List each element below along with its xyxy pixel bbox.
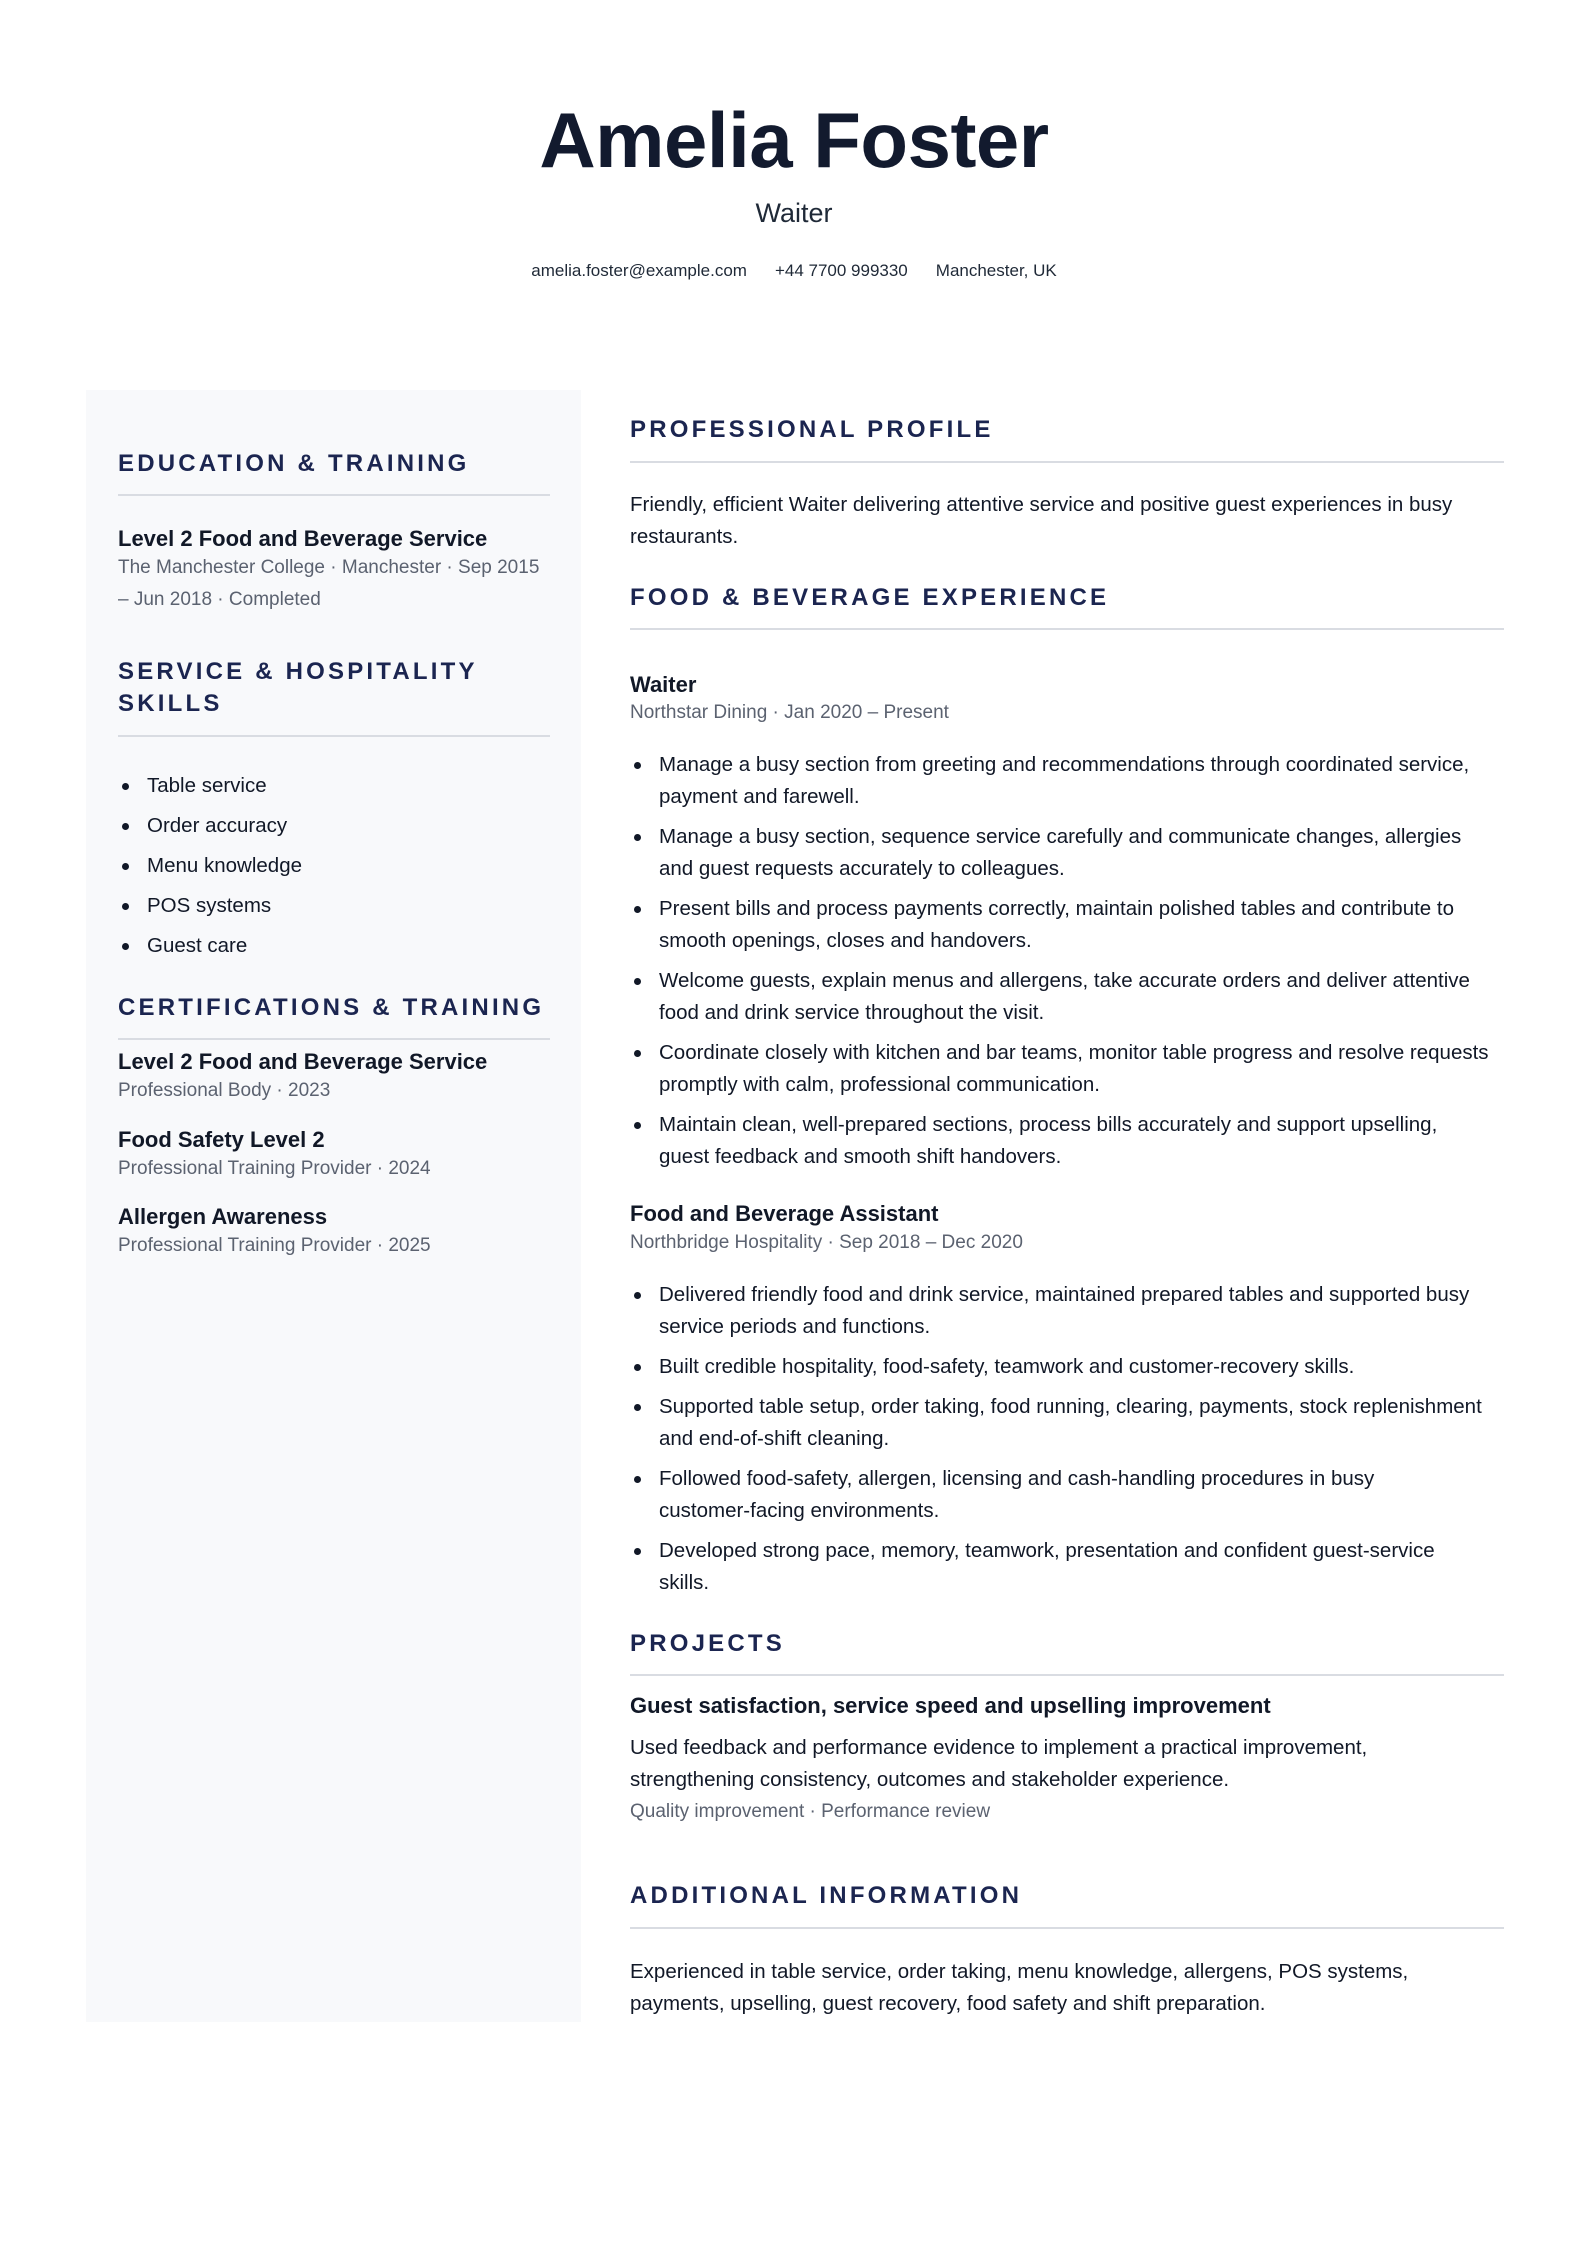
job-bullets [630,749,1510,1181]
contact-location: Manchester, UK [935,261,1057,280]
projects-title: PROJECTS [630,1630,785,1657]
project-title: Guest satisfaction, service speed and upselling improvement [630,1693,1271,1718]
project-description: Used feedback and performance evidence to implement a practical improvement, [630,1736,1368,1759]
list-item: Present bills and process payments correctly, maintain polished tables and contribute to smooth openings, closes and handovers. [630,893,1510,957]
skills-title: SERVICE & HOSPITALITY [118,658,478,685]
education-title: EDUCATION & TRAINING [118,450,470,477]
section-divider [630,461,1504,463]
list-item: Delivered friendly food and drink service, maintained prepared tables and supported busy service periods and functions. [630,1279,1510,1343]
skills-title: SKILLS [118,690,223,717]
certification-meta: Professional Body · 2023 [118,1080,331,1101]
certifications-title: CERTIFICATIONS & TRAINING [118,994,545,1021]
certification-title: Allergen Awareness [118,1204,328,1229]
job-bullets [630,1279,1510,1607]
certification-title: Food Safety Level 2 [118,1127,325,1152]
list-item: POS systems [118,886,550,926]
sidebar [86,390,581,2022]
profile-text: restaurants. [630,525,739,548]
project-tags: Quality improvement · Performance review [630,1801,991,1822]
certification-meta: Professional Training Provider · 2025 [118,1235,431,1256]
list-item: Built credible hospitality, food-safety, teamwork and customer-recovery skills. [630,1351,1510,1383]
job-meta: Northstar Dining · Jan 2020 – Present [630,702,949,723]
list-item: Manage a busy section from greeting and recommendations through coordinated service, payment and farewell. [630,749,1510,813]
profile-text: Friendly, efficient Waiter delivering attentive service and positive guest experiences in busy [630,493,1453,516]
list-item: Coordinate closely with kitchen and bar teams, monitor table progress and resolve requests promptly with calm, professional communication. [630,1037,1510,1101]
project-description: strengthening consistency, outcomes and stakeholder experience. [630,1768,1230,1791]
additional-title: ADDITIONAL INFORMATION [630,1882,1023,1909]
section-divider [118,735,550,737]
list-item: Followed food-safety, allergen, licensing and cash-handling procedures in busy customer-facing environments. [630,1463,1510,1527]
certification-meta: Professional Training Provider · 2024 [118,1158,431,1179]
contact-phone: +44 7700 999330 [774,261,908,280]
education-entry-meta: – Jun 2018 · Completed [118,589,321,610]
section-divider [630,1674,1504,1676]
certification-title: Level 2 Food and Beverage Service [118,1049,488,1074]
job-title: Food and Beverage Assistant [630,1201,939,1226]
list-item: Order accuracy [118,806,550,846]
candidate-name: Amelia Foster [539,96,1049,184]
list-item: Manage a busy section, sequence service carefully and communicate changes, allergies and guest requests accurately to colleagues. [630,821,1510,885]
list-item: Menu knowledge [118,846,550,886]
section-divider [630,1927,1504,1929]
list-item: Guest care [118,926,550,966]
education-entry-meta: The Manchester College · Manchester · Sep 2015 [118,557,540,578]
education-section [118,448,550,480]
profile-title: PROFESSIONAL PROFILE [630,416,994,443]
candidate-role: Waiter [755,198,833,228]
list-item: Supported table setup, order taking, food running, clearing, payments, stock replenishment and end-of-shift cleaning. [630,1391,1510,1455]
experience-title: FOOD & BEVERAGE EXPERIENCE [630,584,1110,611]
skills-list [118,766,550,966]
education-entry-title: Level 2 Food and Beverage Service [118,526,488,551]
list-item: Table service [118,766,550,806]
list-item: Welcome guests, explain menus and allergens, take accurate orders and deliver attentive food and drink service throughout the visit. [630,965,1510,1029]
additional-text: Experienced in table service, order taking, menu knowledge, allergens, POS systems, [630,1960,1409,1983]
list-item: Maintain clean, well-prepared sections, process bills accurately and support upselling, guest feedback and smooth shift handovers. [630,1109,1510,1173]
additional-text: payments, upselling, guest recovery, food safety and shift preparation. [630,1992,1266,2015]
section-divider [118,494,550,496]
contact-line [0,259,1588,283]
section-divider [630,628,1504,630]
list-item: Developed strong pace, memory, teamwork, presentation and confident guest-service skills. [630,1535,1510,1599]
contact-email: amelia.foster@example.com [531,261,747,280]
job-meta: Northbridge Hospitality · Sep 2018 – Dec 2020 [630,1232,1023,1253]
job-title: Waiter [630,672,697,697]
section-divider [118,1038,550,1040]
